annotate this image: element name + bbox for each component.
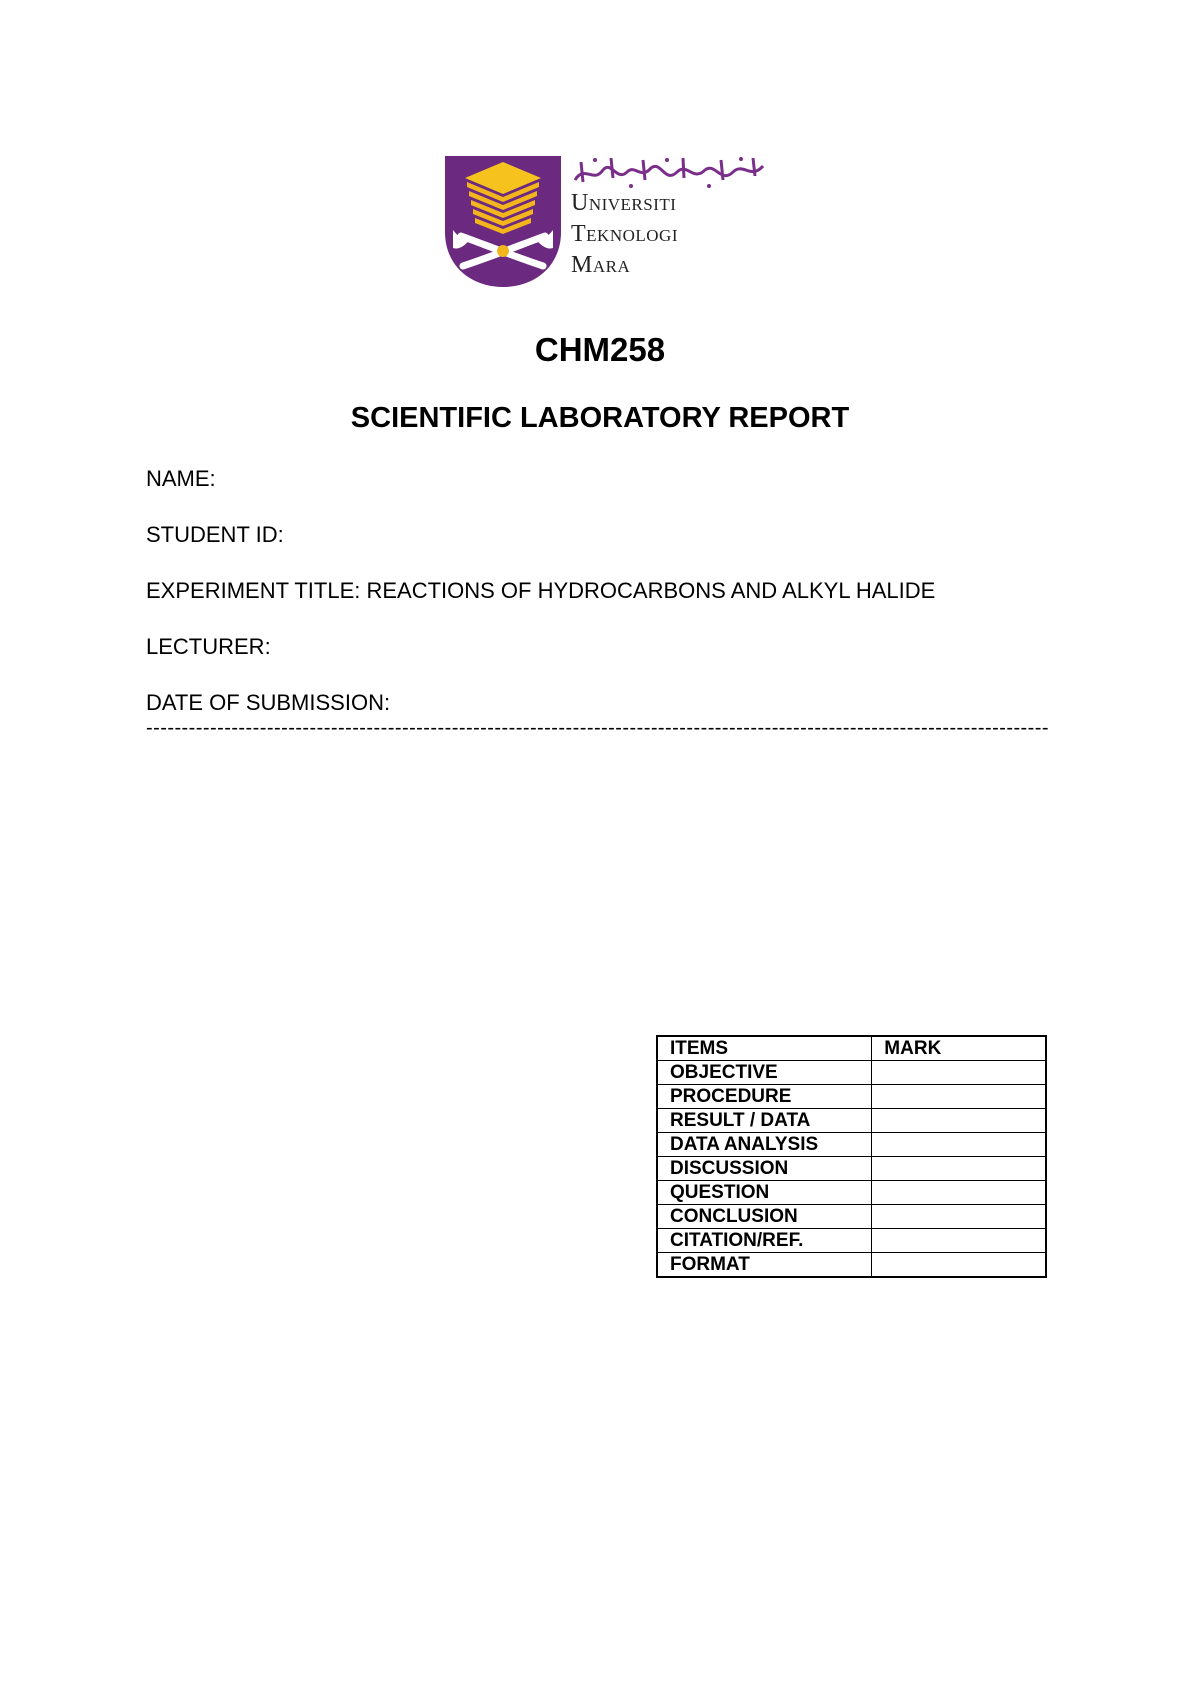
marks-table-header-row [657,1036,1046,1061]
item-cell: DISCUSSION [657,1157,872,1181]
mark-cell [872,1181,1046,1205]
table-row [657,1133,1046,1157]
logo-line-universiti: Universiti [571,190,677,216]
mark-cell [872,1205,1046,1229]
name-field: NAME: [146,466,216,491]
dashed-separator: ------------------------------------------------------------------------------------------------------------------------------- [146,718,1049,738]
mark-cell [872,1061,1046,1085]
lecturer-field: LECTURER: [146,634,271,659]
table-row [657,1085,1046,1109]
mark-cell [872,1085,1046,1109]
item-cell: PROCEDURE [657,1085,872,1109]
student-id-field: STUDENT ID: [146,522,284,547]
mark-cell [872,1109,1046,1133]
mark-cell [872,1253,1046,1278]
table-row [657,1181,1046,1205]
university-logo [443,154,768,289]
report-title: SCIENTIFIC LABORATORY REPORT [350,402,850,434]
header-mark: MARK [872,1036,1046,1061]
item-cell: RESULT / DATA [657,1109,872,1133]
item-cell: QUESTION [657,1181,872,1205]
marks-table [656,1035,1047,1278]
logo-wordmark [571,188,678,281]
experiment-title-field: EXPERIMENT TITLE: REACTIONS OF HYDROCARBONS AND ALKYL HALIDE [146,578,936,603]
item-cell: FORMAT [657,1253,872,1278]
mark-cell [872,1229,1046,1253]
table-row [657,1229,1046,1253]
mark-cell [872,1157,1046,1181]
course-code: CHM258 [534,331,666,368]
header-items: ITEMS [657,1036,872,1061]
logo-line-mara: Mara [571,252,631,278]
mark-cell [872,1133,1046,1157]
table-row [657,1109,1046,1133]
shield-emblem-icon [443,154,563,289]
table-row [657,1205,1046,1229]
logo-line-teknologi: Teknologi [571,221,678,247]
item-cell: CONCLUSION [657,1205,872,1229]
logo-jawi-script [571,154,768,190]
item-cell: OBJECTIVE [657,1061,872,1085]
item-cell: CITATION/REF. [657,1229,872,1253]
date-of-submission-field: DATE OF SUBMISSION: [146,690,391,715]
item-cell: DATA ANALYSIS [657,1133,872,1157]
table-row [657,1061,1046,1085]
table-row [657,1157,1046,1181]
table-row [657,1253,1046,1278]
jawi-script-icon [571,154,768,190]
